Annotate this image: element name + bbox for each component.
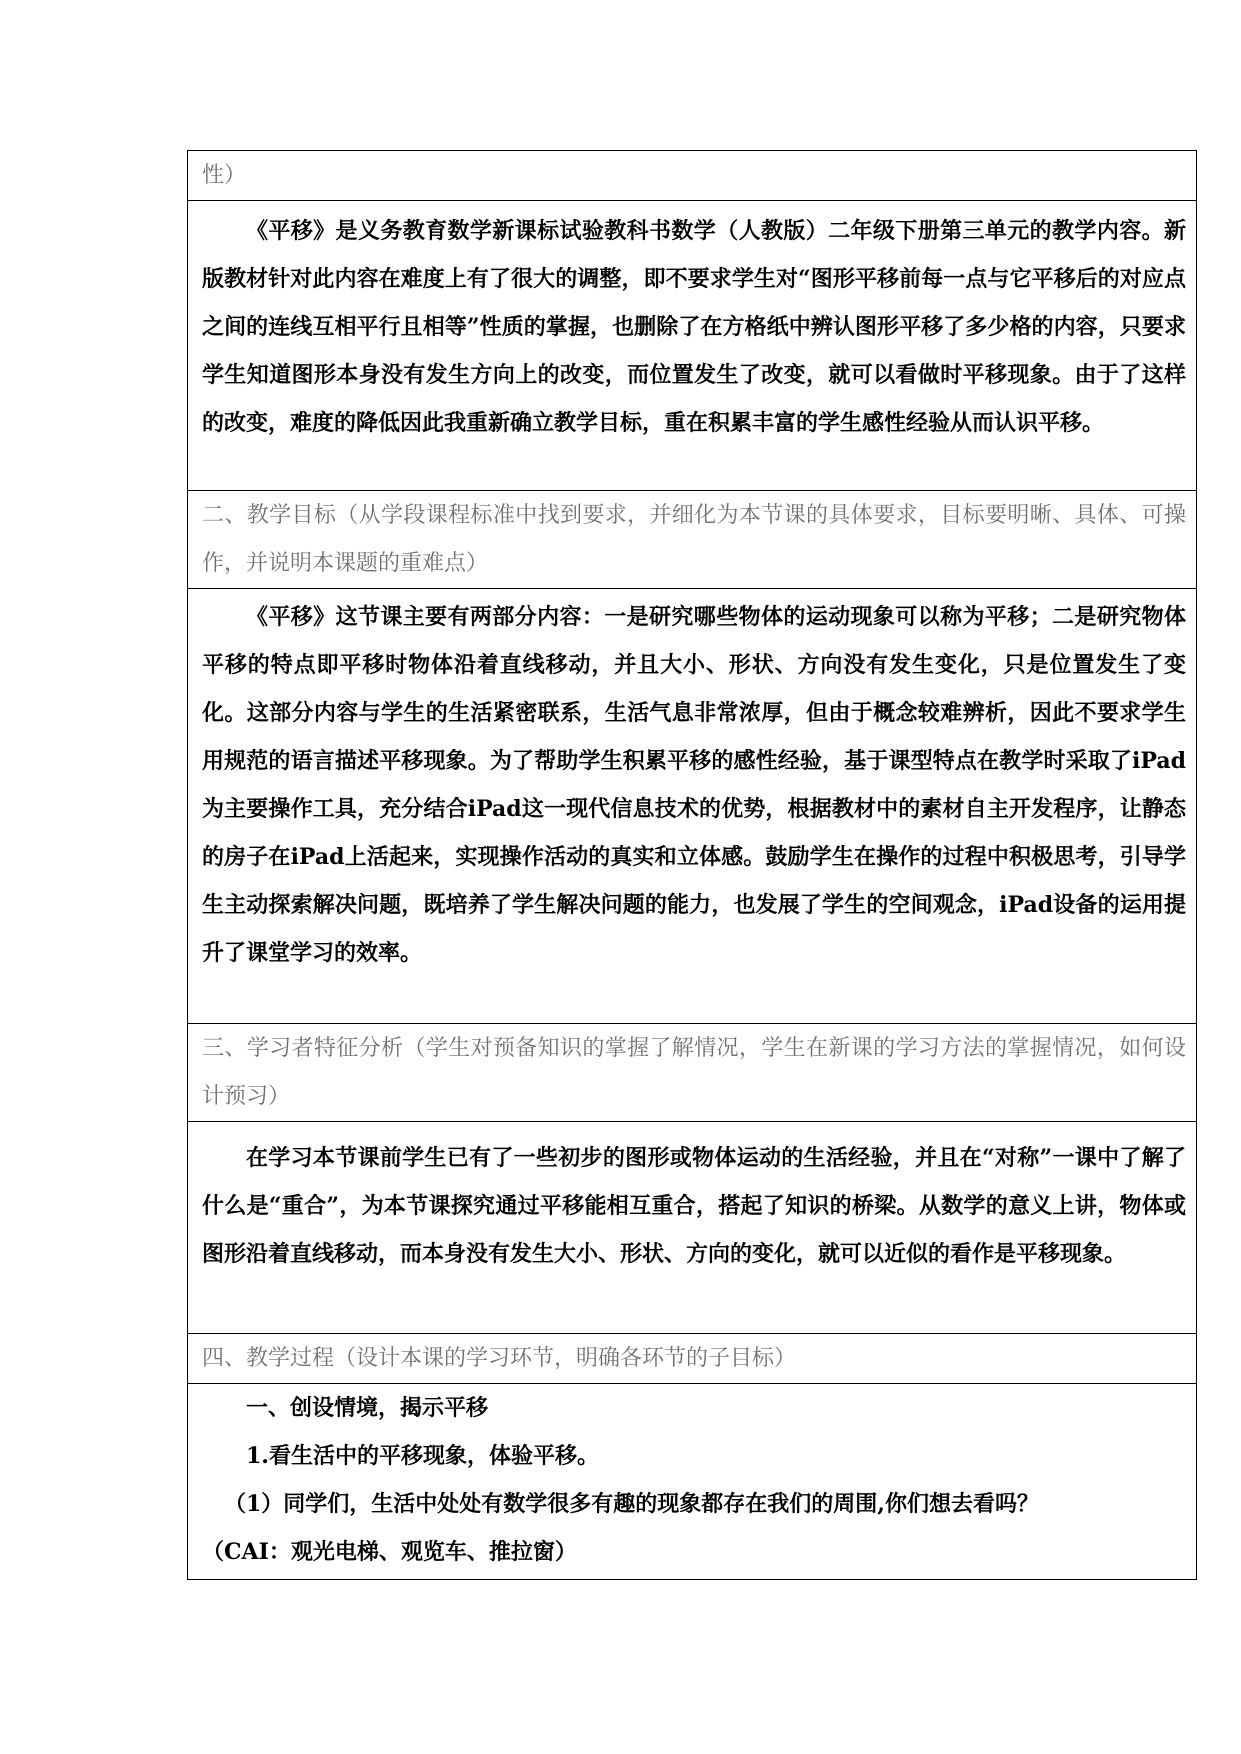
table-cell bbox=[188, 201, 1197, 491]
lesson-plan-table bbox=[187, 150, 1197, 1580]
section-heading-learner-analysis: 三、学习者特征分析（学生对预备知识的掌握了解情况，学生在新课的学习方法的掌握情况，如何设计预习） bbox=[202, 1036, 1186, 1109]
content-paragraph: 在学习本节课前学生已有了一些初步的图形或物体运动的生活经验，并且在“对称”一课中了解了什么是“重合”，为本节课探究通过平移能相互重合，搭起了知识的桥梁。从数学的意义上讲，物体或图形沿着直线移动，而本身没有发生大小、形状、方向的变化，就可以近似的看作是平移现象。 bbox=[202, 1145, 1186, 1267]
table-cell bbox=[188, 589, 1197, 1024]
table-cell bbox=[188, 1384, 1197, 1580]
table-row bbox=[188, 151, 1197, 201]
table-cell bbox=[188, 1122, 1197, 1334]
step-heading: 一、创设情境，揭示平移 bbox=[246, 1395, 489, 1421]
section-heading-teaching-process: 四、教学过程（设计本课的学习环节，明确各环节的子目标） bbox=[202, 1346, 797, 1371]
content-paragraph: 《平移》这节课主要有两部分内容：一是研究哪些物体的运动现象可以称为平移；二是研究物体平移的特点即平移时物体沿着直线移动，并且大小、形状、方向没有发生变化，只是位置发生了变化。这部分内容与学生的生活紧密联系，生活气息非常浓厚，但由于概念较难辨析，因此不要求学生用规范的语言描述平移现象。为了帮助学生积累平移的感性经验，基于课型特点在教学时采取了iPad为主要操作工具，充分结合iPad这一现代信息技术的优势，根据教材中的素材自主开发程序，让静态的房子在iPad上活起来，实现操作活动的真实和立体感。鼓励学生在操作的过程中积极思考，引导学生主动探索解决问题，既培养了学生解决问题的能力，也发展了学生的空间观念，iPad设备的运用提升了课堂学习的效率。 bbox=[202, 604, 1186, 966]
table-row bbox=[188, 1384, 1197, 1580]
table-row bbox=[188, 491, 1197, 589]
section-heading-continued: 性） bbox=[202, 163, 247, 188]
section-heading-teaching-goals: 二、教学目标（从学段课程标准中找到要求，并细化为本节课的具体要求，目标要明晰、具体、可操作，并说明本课题的重难点） bbox=[202, 503, 1186, 576]
table-cell bbox=[188, 491, 1197, 589]
table-row bbox=[188, 201, 1197, 491]
step-subheading: 1.看生活中的平移现象，体验平移。 bbox=[246, 1443, 599, 1469]
table-cell bbox=[188, 1024, 1197, 1122]
content-paragraph: 《平移》是义务教育数学新课标试验教科书数学（人教版）二年级下册第三单元的教学内容。新版教材针对此内容在难度上有了很大的调整，即不要求学生对“图形平移前每一点与它平移后的对应点之间的连线互相平行且相等”性质的掌握，也删除了在方格纸中辨认图形平移了多少格的内容，只要求学生知道图形本身没有发生方向上的改变，而位置发生了改变，就可以看做时平移现象。由于了这样的改变，难度的降低因此我重新确立教学目标，重在积累丰富的学生感性经验从而认识平移。 bbox=[202, 218, 1186, 436]
step-note: （CAI：观光电梯、观览车、推拉窗） bbox=[202, 1539, 577, 1565]
table-row bbox=[188, 1334, 1197, 1384]
table-cell bbox=[188, 1334, 1197, 1384]
table-row bbox=[188, 1122, 1197, 1334]
table-row bbox=[188, 1024, 1197, 1122]
table-row bbox=[188, 589, 1197, 1024]
table-cell bbox=[188, 151, 1197, 201]
step-question: （1）同学们，生活中处处有数学很多有趣的现象都存在我们的周围,你们想去看吗？ bbox=[224, 1491, 1039, 1517]
